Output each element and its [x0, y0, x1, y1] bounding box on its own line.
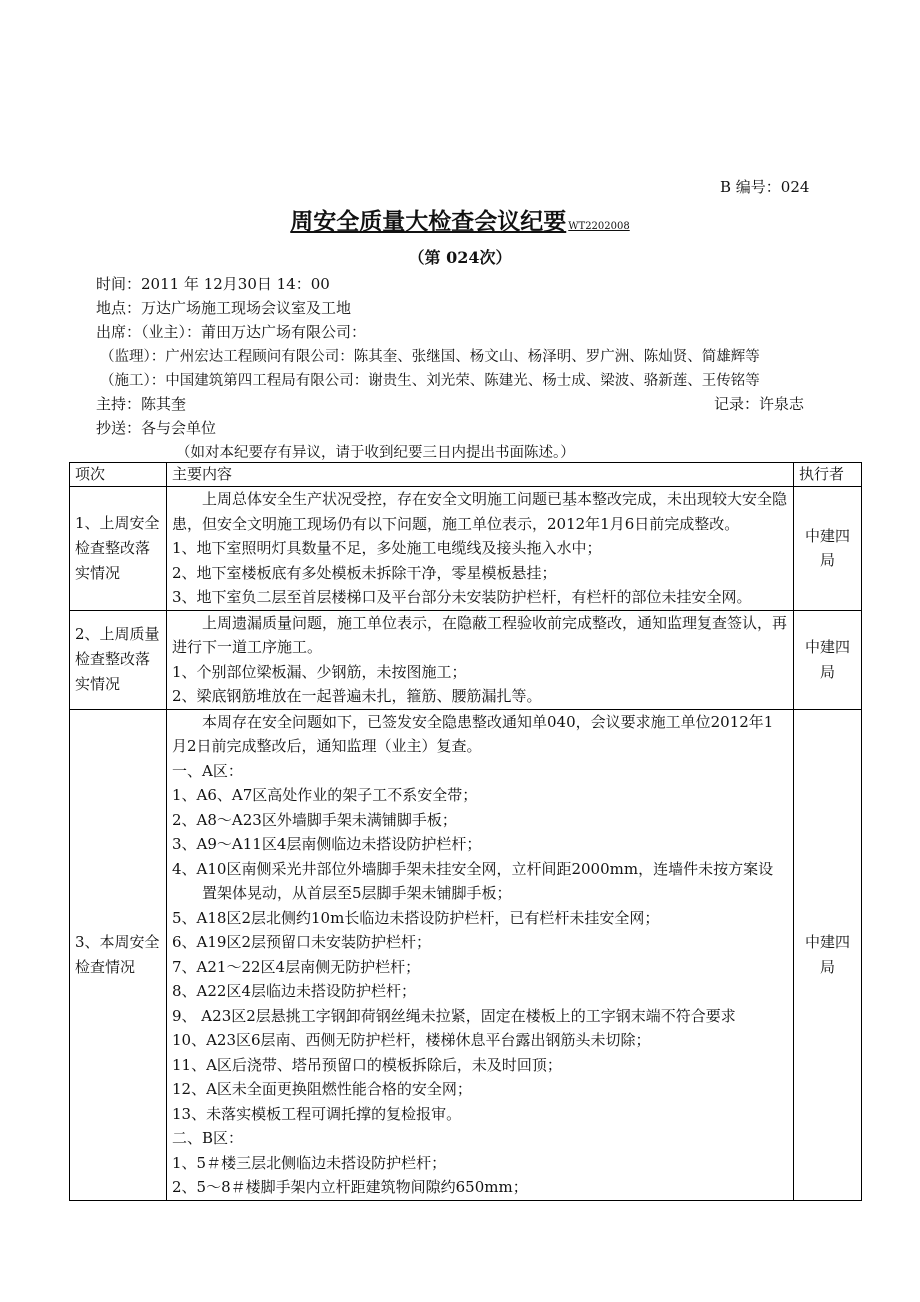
row-content: [167, 487, 794, 611]
content-line: 2、5～8＃楼脚手架内立杆距建筑物间隙约650mm；: [172, 1178, 528, 1196]
content-line: 6、A19区2层预留口未安装防护栏杆；: [172, 933, 432, 951]
row-content: [167, 709, 794, 1200]
header-item: 项次: [70, 463, 167, 487]
session-number: （第 024次）: [408, 248, 512, 267]
content-line: 2、A8～A23区外墙脚手架未满铺脚手板；: [172, 810, 457, 829]
content-paragraph: 上周总体安全生产状况受控，存在安全文明施工问题已基本整改完成，未出现较大安全隐患，但安全文明施工现场仍有以下问题，施工单位表示，2012年1月6日前完成整改。: [172, 490, 788, 533]
content-line: 1、个别部位梁板漏、少钢筋，未按图施工；: [172, 662, 467, 681]
document-code: WT2202008: [568, 221, 630, 232]
content-line: 一、A区：: [172, 761, 243, 780]
header-executor: 执行者: [794, 463, 862, 487]
content-line: 1、5＃楼三层北侧临边未搭设防护栏杆；: [172, 1153, 447, 1172]
content-line: 10、A23区6层南、西侧无防护栏杆，楼梯休息平台露出钢筋头未切除；: [172, 1031, 651, 1049]
objection-note: （如对本纪要存有异议，请于收到纪要三日内提出书面陈述。）: [176, 445, 575, 461]
title-line: [0, 203, 920, 236]
content-paragraph: 上周遗漏质量问题，施工单位表示，在隐蔽工程验收前完成整改，通知监理复查签认，再进行下一道工序施工。: [172, 613, 788, 656]
document-title: 周安全质量大检查会议纪要: [290, 209, 567, 235]
attendees-construction: （施工）：中国建筑第四工程局有限公司：谢贵生、刘光荣、陈建光、杨士成、梁波、骆新莲、王传铭等: [100, 373, 760, 389]
copy-to: 抄送：各与会单位: [96, 419, 217, 437]
content-line: 4、A10区南侧采光井部位外墙脚手架未挂安全网，立杆间距2000mm，连墙件未按方案设置架体晃动，从首层至5层脚手架未铺脚手板；: [172, 859, 774, 902]
content-line: 二、B区：: [172, 1129, 244, 1147]
content-line: 3、地下室负二层至首层楼梯口及平台部分未安装防护栏杆，有栏杆的部位未挂安全网。: [172, 588, 752, 606]
row-item: 1、上周安全检查整改落实情况: [70, 487, 167, 611]
meeting-host: 主持：陈其奎: [96, 395, 187, 413]
meeting-place: 地点：万达广场施工现场会议室及工地: [96, 299, 352, 317]
content-line: 1、A6、A7区高处作业的架子工不系安全带；: [172, 786, 478, 804]
content-line: 9、 A23区2层悬挑工字钢卸荷钢丝绳未拉紧，固定在楼板上的工字钢末端不符合要求: [172, 1006, 736, 1025]
attendees-supervision: （监理）：广州宏达工程顾问有限公司：陈其奎、张继国、杨文山、杨泽明、罗广洲、陈灿贤、简雄辉等: [100, 349, 760, 365]
content-line: 5、A18区2层北侧约10m长临边未搭设防护栏杆，已有栏杆未挂安全网；: [172, 908, 660, 927]
content-line: 1、地下室照明灯具数量不足，多处施工电缆线及接头拖入水中；: [172, 539, 602, 557]
row-item: 2、上周质量检查整改落实情况: [70, 610, 167, 709]
row-executor: 中建四局: [794, 610, 862, 709]
row-executor: 中建四局: [794, 709, 862, 1200]
content-line: 12、A区未全面更换阻燃性能合格的安全网；: [172, 1080, 472, 1098]
attendees-owner: 出席：（业主）：莆田万达广场有限公司：: [96, 323, 367, 341]
content-line: 8、A22区4层临边未搭设防护栏杆；: [172, 982, 417, 1000]
content-line: 2、地下室楼板底有多处模板未拆除干净，零星模板悬挂；: [172, 563, 557, 582]
content-line: 2、梁底钢筋堆放在一起普遍未扎，箍筋、腰筋漏扎等。: [172, 687, 542, 705]
header-content: 主要内容: [167, 463, 794, 487]
meeting-time: 时间：2011 年 12月30日 14：00: [96, 275, 330, 293]
row-executor: 中建四局: [794, 487, 862, 611]
table-row: [70, 709, 862, 1200]
document-number: B 编号：024: [720, 178, 810, 196]
content-line: 3、A9～A11区4层南侧临边未搭设防护栏杆；: [172, 835, 482, 853]
meeting-recorder: 记录：许泉志: [714, 395, 805, 413]
table-header-row: [70, 463, 862, 487]
table-row: [70, 487, 862, 611]
content-paragraph: 本周存在安全问题如下，已签发安全隐患整改通知单040，会议要求施工单位2012年1月2日前完成整改后，通知监理（业主）复查。: [172, 712, 774, 755]
table-row: [70, 610, 862, 709]
content-line: 11、A区后浇带、塔吊预留口的模板拆除后，未及时回顶；: [172, 1055, 562, 1074]
row-content: [167, 610, 794, 709]
content-line: 7、A21～22区4层南侧无防护栏杆；: [172, 957, 421, 976]
minutes-table: [69, 462, 862, 1201]
content-line: 13、未落实模板工程可调托撑的复检报审。: [172, 1104, 462, 1123]
row-item: 3、本周安全检查情况: [70, 709, 167, 1200]
